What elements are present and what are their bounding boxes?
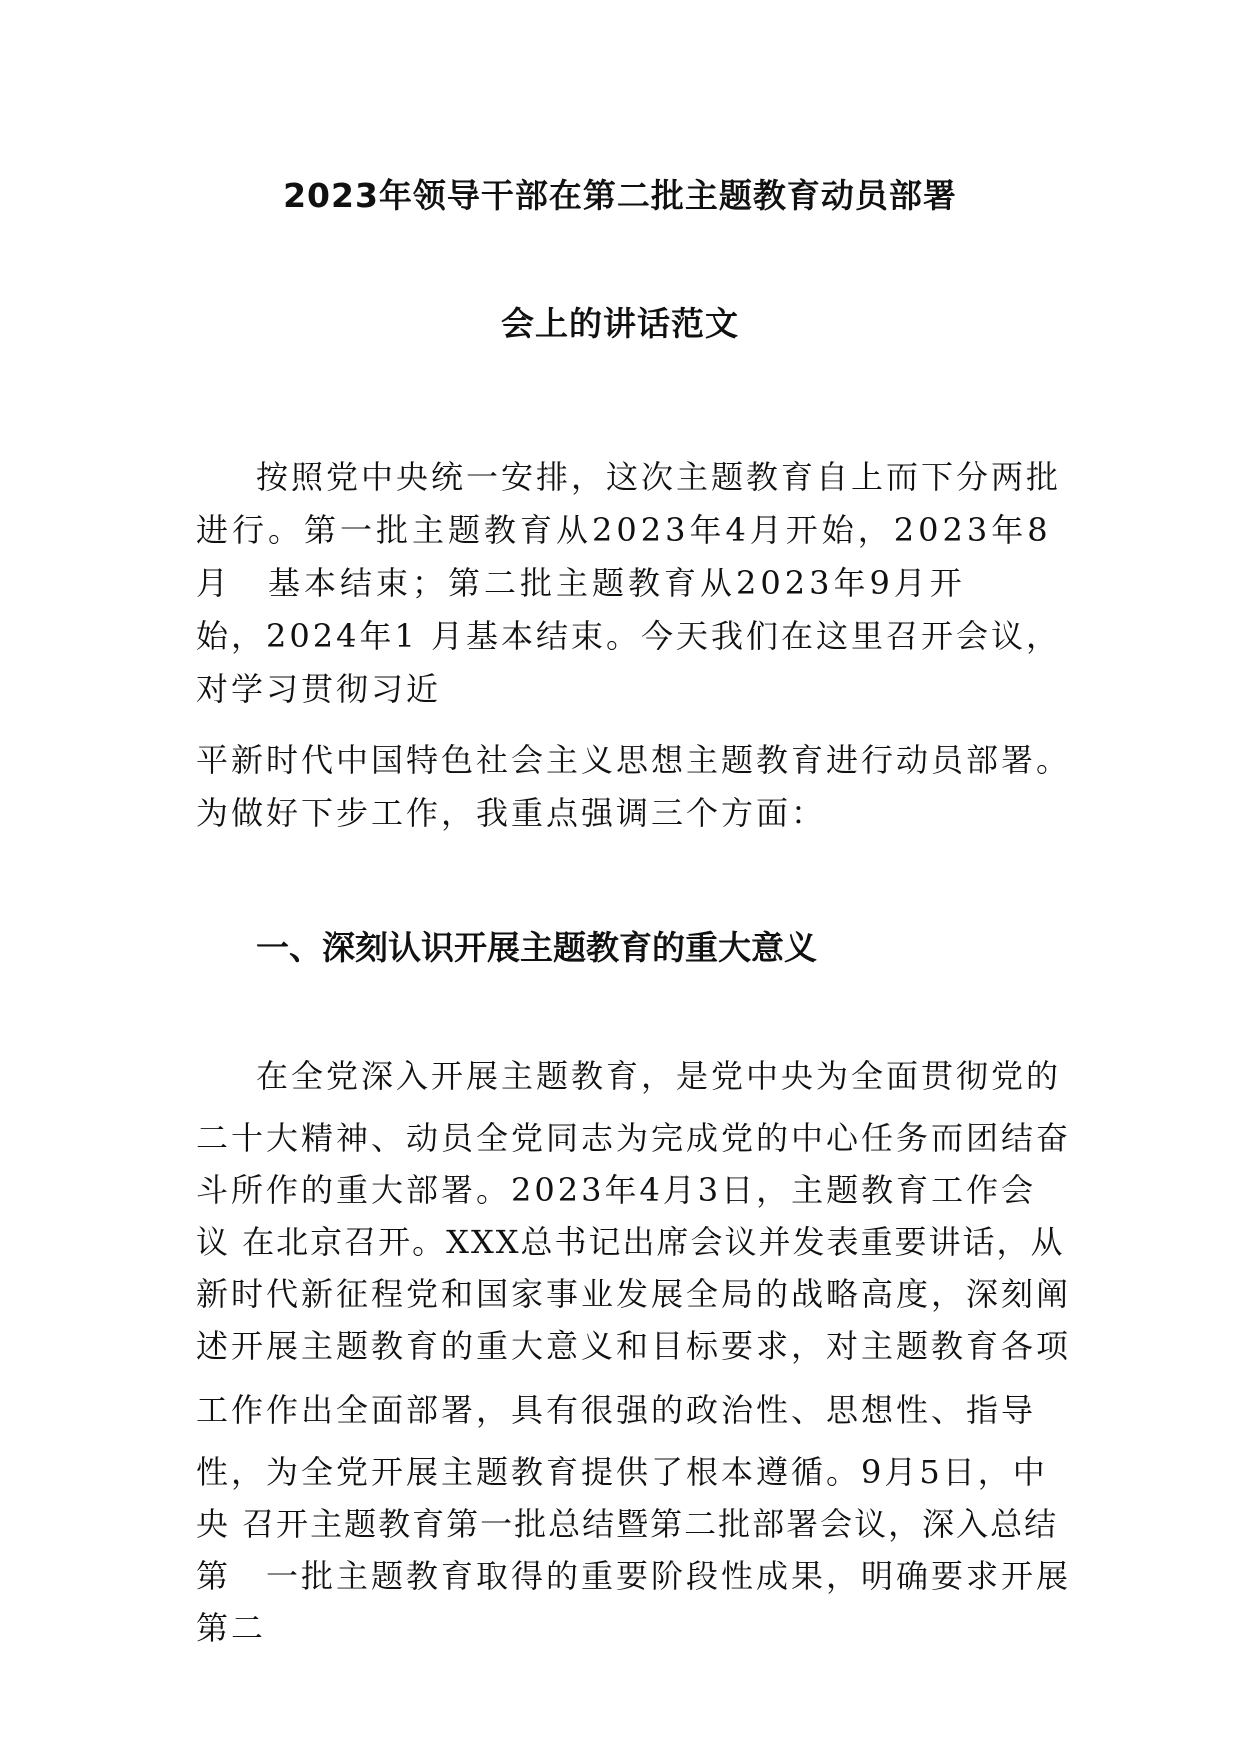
paragraph-line: 进行。第一批主题教育从2023年4月开始，2023年8 bbox=[196, 511, 1052, 549]
paragraph-line: 新时代新征程党和国家事业发展全局的战略高度，深刻阐 bbox=[196, 1275, 1072, 1313]
paragraph-line: 第二 bbox=[196, 1609, 267, 1647]
paragraph-line: 央 召开主题教育第一批总结暨第二批部署会议，深入总结 bbox=[196, 1505, 1059, 1543]
paragraph-line: 平新时代中国特色社会主义思想主题教育进行动员部署。 bbox=[196, 741, 1072, 779]
section-heading: 一、深刻认识开展主题教育的重大意义 bbox=[256, 928, 817, 967]
document-title-line-1: 2023年领导干部在第二批主题教育动员部署 bbox=[283, 176, 957, 215]
paragraph-line: 斗所作的重大部署。2023年4月3日，主题教育工作会 bbox=[196, 1171, 1037, 1209]
paragraph-line: 工作作出全面部署，具有很强的政治性、思想性、指导 bbox=[196, 1391, 1037, 1429]
paragraph-line: 述开展主题教育的重大意义和目标要求，对主题教育各项 bbox=[196, 1327, 1072, 1365]
paragraph-line: 议 在北京召开。XXX总书记出席会议并发表重要讲话，从 bbox=[196, 1223, 1065, 1261]
paragraph-line: 月 基本结束；第二批主题教育从2023年9月开 bbox=[196, 564, 966, 602]
paragraph-line: 按照党中央统一安排，这次主题教育自上而下分两批 bbox=[256, 458, 1062, 496]
paragraph-line: 为做好下步工作，我重点强调三个方面： bbox=[196, 794, 827, 832]
paragraph-line: 对学习贯彻习近 bbox=[196, 670, 442, 708]
paragraph-line: 第 一批主题教育取得的重要阶段性成果，明确要求开展 bbox=[196, 1557, 1072, 1595]
document-title-line-2: 会上的讲话范文 bbox=[501, 304, 739, 343]
paragraph-line: 始，2024年1 月基本结束。今天我们在这里召开会议， bbox=[196, 617, 1061, 655]
paragraph-line: 在全党深入开展主题教育，是党中央为全面贯彻党的 bbox=[256, 1057, 1062, 1095]
paragraph-line: 二十大精神、动员全党同志为完成党的中心任务而团结奋 bbox=[196, 1119, 1072, 1157]
paragraph-line: 性，为全党开展主题教育提供了根本遵循。9月5日，中 bbox=[196, 1453, 1048, 1491]
